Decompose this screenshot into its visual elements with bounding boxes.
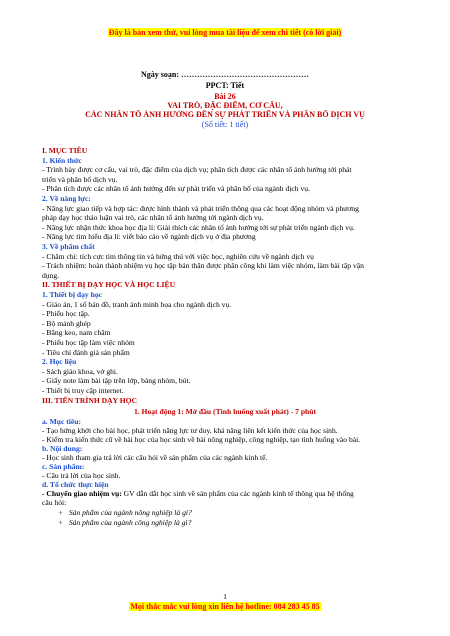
bullet-mark: +: [58, 518, 64, 527]
footer-row: [0, 602, 450, 611]
lesson-title-2: CÁC NHÂN TỐ ẢNH HƯỞNG ĐẾN SỰ PHÁT TRIỂN VÀ PHÂN BỐ DỊCH VỤ: [85, 110, 365, 119]
subsection-heading: 3. Về phẩm chất: [42, 242, 95, 251]
task-line: [42, 489, 412, 498]
subsection-heading: 2. Về năng lực:: [42, 194, 91, 203]
task-line-2: câu hỏi:: [42, 498, 67, 507]
footer-hotline: Mọi thắc mắc vui lòng xin liên hệ hotline: 084 283 45 85: [130, 602, 320, 611]
subsection-heading: 2. Học liệu: [42, 357, 77, 367]
subsection-heading: d. Tổ chức thực hiện: [42, 480, 109, 489]
body-text-line: - Tiêu chí đánh giá sản phẩm: [42, 347, 130, 357]
body-text-line: triển và phân bố dịch vụ.: [42, 174, 118, 184]
body-text-line: - Giấy note làm bài tập trên lớp, bảng nhóm, bút.: [42, 376, 191, 386]
body-text-line: - Năng lực tìm hiểu địa lí: viết báo cáo về ngành dịch vụ ở địa phương: [42, 232, 256, 242]
body-text-line: - Băng keo, nam châm: [42, 328, 111, 338]
bullet-item-1: [58, 508, 412, 517]
body-text-line: - Phân tích được các nhân tố ảnh hưởng đến sự phát triển và phân bố của ngành dịch vụ.: [42, 184, 310, 194]
body-text-line: - Bộ mảnh ghép: [42, 318, 91, 328]
body-text-line: - Kiểm tra kiến thức cũ về bài học của học sinh về bài nông nghiệp, công nghiệp, tạo tình huống vào bài.: [42, 435, 361, 444]
header-banner-row: [0, 28, 450, 37]
body-text-line: pháp dạy học thảo luận vai trò, các nhân tố ảnh hưởng tới ngành dịch vụ.: [42, 213, 264, 223]
body-text-line: dụng.: [42, 270, 60, 280]
page-number: 1: [223, 592, 227, 601]
section-heading: I. MỤC TIÊU: [42, 146, 88, 155]
ppct: PPCT: Tiết: [205, 81, 245, 90]
subsection-heading: 1. Thiết bị dạy học: [42, 290, 102, 299]
body-text-line: - Trách nhiệm: hoàn thành nhiệm vụ học tập bản thân được phân công khi làm việc nhóm, làm bài tập vận: [42, 261, 364, 271]
bullet-text: Sản phẩm của ngành nông nghiệp là gì?: [68, 508, 192, 517]
so-tiet: (Số tiết: 1 tiết): [201, 120, 249, 129]
lesson-number: Bài 26: [214, 92, 236, 101]
body-text-line: - Năng lực giao tiếp và hợp tác: được hình thành và phát triển thông qua các hoạt động nhóm và phương: [42, 203, 359, 213]
body-text-line: - Phiếu học tập làm việc nhóm: [42, 338, 135, 347]
subsection-heading: b. Nội dung:: [42, 444, 83, 453]
section-heading: II. THIẾT BỊ DẠY HỌC VÀ HỌC LIỆU: [42, 280, 176, 290]
bullet-mark: +: [58, 508, 64, 517]
bullet-item-2: [58, 518, 412, 527]
body-text-line: - Giáo án, 1 số bản đồ, tranh ảnh minh họa cho ngành dịch vụ.: [42, 299, 232, 309]
body-text-line: - Phiếu học tập.: [42, 309, 90, 319]
ngay-soan: Ngày soạn: …………………………………………: [140, 70, 309, 79]
body-text-line: - Thiết bị truy cập internet.: [42, 386, 124, 395]
activity-title: 1. Hoạt động 1: Mở đầu (Tình huống xuất phát) - 7 phút: [133, 407, 317, 416]
task-label: - Chuyển giao nhiệm vụ:: [42, 489, 122, 498]
bullet-text: Sản phẩm của ngành công nghiệp là gì?: [68, 518, 192, 527]
body-text-line: - Học sinh tham gia trả lời các câu hỏi về sản phẩm của các ngành kinh tế.: [42, 453, 268, 462]
lesson-title-1: VAI TRÒ, ĐẶC ĐIỂM, CƠ CẤU,: [167, 101, 283, 110]
task-text: GV dẫn dắt học sinh về sản phẩm của các ngành kinh tế thông qua hệ thống: [121, 489, 354, 498]
body-text-line: - Sách giáo khoa, vở ghi.: [42, 366, 118, 376]
body-text-line: - Câu trả lời của học sinh.: [42, 471, 121, 480]
body-text-line: - Tạo hứng khởi cho bài học, phát triển năng lực tư duy, khả năng liên kết kiến thức của học sinh.: [42, 426, 338, 435]
body-text-line: - Trình bày được cơ cấu, vai trò, đặc điểm của dịch vụ; phân tích được các nhân tố ảnh hưởng tới phát: [42, 165, 352, 175]
body-text-line: - Chăm chỉ: tích cực tìm thông tin và hứng thú với việc học, nghiên cứu về ngành dịch vụ: [42, 251, 314, 261]
section-heading: III. TIẾN TRÌNH DẠY HỌC: [42, 395, 138, 405]
body-text-line: - Năng lực nhận thức khoa học địa lí: Giải thích các nhân tố ảnh hưởng tới sự phát triển ngành dịch vụ.: [42, 222, 355, 232]
subsection-heading: c. Sản phẩm:: [42, 462, 85, 471]
subsection-heading: a. Mục tiêu:: [42, 417, 82, 426]
subsection-heading: 1. Kiến thức: [42, 155, 82, 165]
header-banner: Đây là bản xem thử, vui lòng mua tài liệu để xem chi tiết (có lời giải): [108, 28, 342, 37]
